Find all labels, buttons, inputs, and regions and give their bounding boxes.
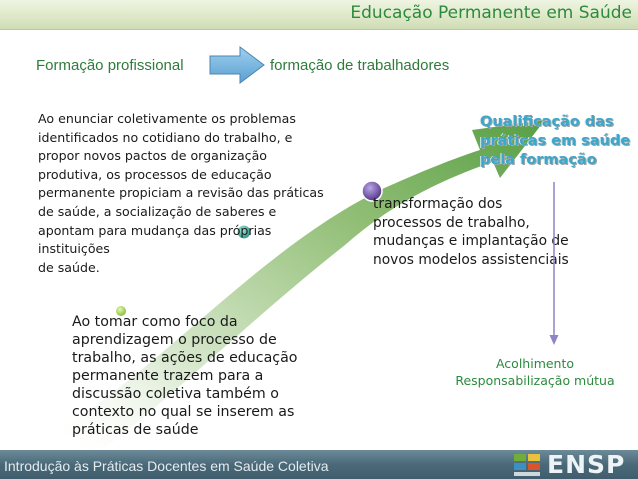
- text-line: identificados no cotidiano do trabalho, e: [38, 129, 293, 145]
- footer-bar: [0, 450, 638, 479]
- text-line: aprendizagem o processo de: [72, 332, 277, 348]
- outcome-acolhimento: Acolhimento: [495, 356, 575, 371]
- text-line: processos de trabalho,: [373, 214, 530, 231]
- text-line: discussão coletiva também o: [72, 386, 279, 402]
- text-line: instituições: [38, 241, 110, 257]
- flow-left-label: Formação profissional: [36, 57, 184, 74]
- text-line: novos modelos assistenciais: [373, 251, 569, 268]
- text-line: apontam para mudança das próprias: [38, 222, 272, 238]
- text-line: Ao enunciar coletivamente os problemas: [38, 111, 296, 126]
- qualificacao-heading: [480, 113, 638, 170]
- flow-right-label: formação de trabalhadores: [270, 57, 450, 74]
- footer-course-title: Introdução às Práticas Docentes em Saúde Coletiva: [4, 458, 329, 474]
- text-line: práticas de saúde: [72, 422, 199, 438]
- text-line: práticas em saúde: [480, 133, 631, 149]
- text-line: Qualificação das: [480, 114, 614, 130]
- text-line: de saúde, a socialização de saberes e: [38, 203, 277, 219]
- text-line: pela formação: [480, 152, 597, 168]
- text-line: mudanças e implantação de: [373, 233, 569, 249]
- text-line: transformação dos: [373, 196, 503, 212]
- text-line: produtiva, os processos de educação: [38, 166, 272, 182]
- text-line: contexto no qual se inserem as: [72, 404, 295, 420]
- paragraph-enunciar: [38, 110, 338, 277]
- outcome-responsabilizacao: Responsabilização mútua: [455, 373, 615, 388]
- text-line: de saúde.: [38, 259, 100, 275]
- ensp-logo-text: ENSP: [547, 450, 626, 479]
- text-line: trabalho, as ações de educação: [72, 350, 298, 366]
- down-arrow-icon: [548, 182, 560, 347]
- paragraph-tomar: [72, 313, 312, 439]
- text-line: Ao tomar como foco da: [72, 314, 238, 330]
- ensp-logo-icon: [513, 452, 543, 478]
- text-line: permanente propiciam a revisão das práticas: [38, 185, 324, 201]
- text-line: propor novos pactos de organização: [38, 148, 268, 164]
- text-line: permanente trazem para a: [72, 368, 264, 384]
- outcomes-text: [440, 355, 630, 389]
- slide-title: Educação Permanente em Saúde: [350, 3, 632, 23]
